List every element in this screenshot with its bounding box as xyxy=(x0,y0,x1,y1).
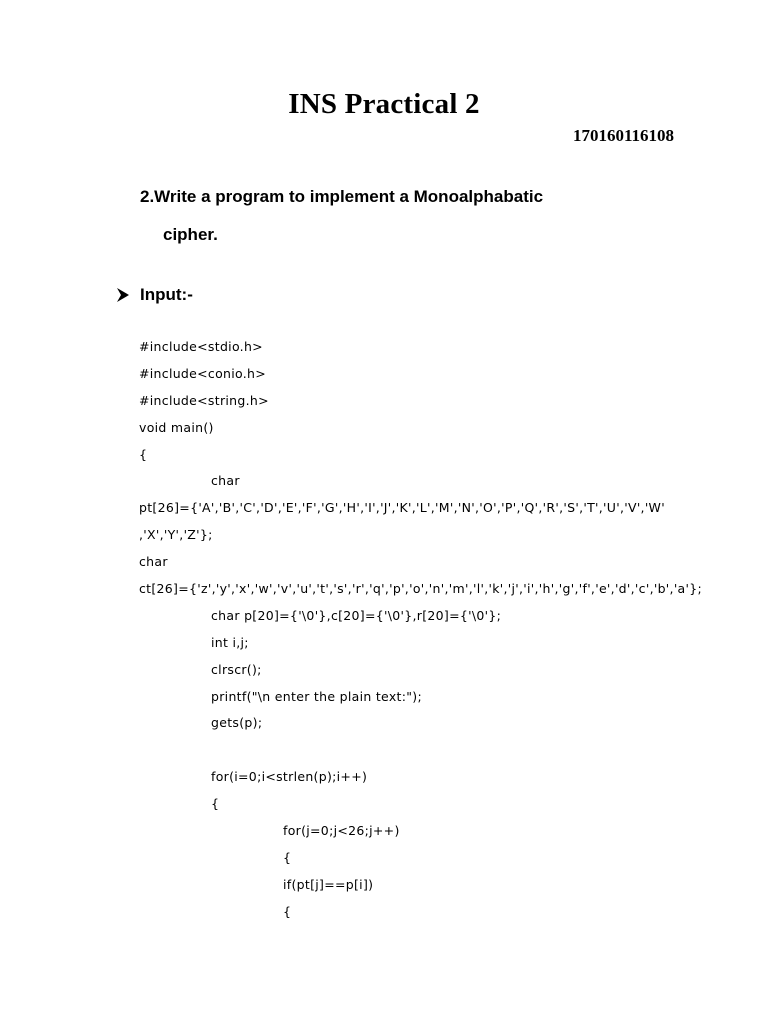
code-line: int i,j; xyxy=(211,634,249,650)
code-line: char xyxy=(139,554,168,570)
code-line: { xyxy=(283,903,292,919)
code-line: { xyxy=(211,796,220,812)
code-line: for(j=0;j<26;j++) xyxy=(283,823,400,839)
section-heading-label: Input:- xyxy=(140,285,193,304)
code-line: void main() xyxy=(139,419,214,435)
code-line: ct[26]={'z','y','x','w','v','u','t','s','r','q','p','o','n','m','l','k','j','i','h','g','f','e','d','c','b','a'}; xyxy=(139,581,703,597)
code-line: printf("\n enter the plain text:"); xyxy=(211,688,422,704)
question-text xyxy=(140,178,610,254)
code-line xyxy=(139,737,699,764)
input-section-heading xyxy=(116,285,193,305)
arrow-bullet-icon xyxy=(116,287,130,303)
code-line: #include<conio.h> xyxy=(139,365,267,381)
code-line: pt[26]={'A','B','C','D','E','F','G','H','I','J','K','L','M','N','O','P','Q','R','S','T','U','V','W' xyxy=(139,500,665,516)
code-line: { xyxy=(283,849,292,865)
code-line: char xyxy=(211,473,240,489)
code-line: #include<string.h> xyxy=(139,392,269,408)
code-line: char p[20]={'\0'},c[20]={'\0'},r[20]={'\0'}; xyxy=(211,607,502,623)
question-line-2: cipher. xyxy=(163,225,218,244)
code-line: if(pt[j]==p[i]) xyxy=(283,876,374,892)
code-line: ,'X','Y','Z'}; xyxy=(139,527,213,543)
question-line-1: 2.Write a program to implement a Monoalphabatic xyxy=(140,187,544,206)
page-title: INS Practical 2 xyxy=(288,88,480,120)
enrollment-number: 170160116108 xyxy=(572,126,674,145)
code-line: clrscr(); xyxy=(211,661,262,677)
code-block xyxy=(139,334,703,926)
code-line: for(i=0;i<strlen(p);i++) xyxy=(211,769,368,785)
code-line: { xyxy=(139,446,148,462)
code-line: #include<stdio.h> xyxy=(139,339,263,354)
code-line: gets(p); xyxy=(211,715,263,731)
